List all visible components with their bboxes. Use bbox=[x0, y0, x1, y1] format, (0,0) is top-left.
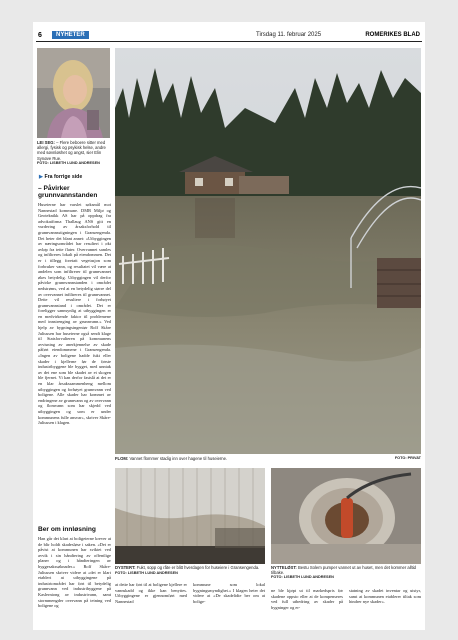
pump-credit: FOTO: LISBETH LUND ANDRESEN bbox=[271, 575, 334, 580]
left-column-body: Huseierne har varslet søksmål mot Nannestad kommune. DMR Miljø og Geoteknikk AS har på oppdrag fra advokatfirma Thallaug ANS gitt en vurdering av årsaksforhold til grunnvannsstigningen i Gransengenda. Det heter det blant annet: «Utbyggingen av næringsområdet har resultert i økt avløp fra tette flater. Overvannet samles og infiltreres lokalt på eiendommen. Det er i tillegg foretatt vegetasjon som forbruker vann, og resultatet vil være at andelen som infiltrerer til grunnvannet økes betydelig. Utbyggingen vil derfor påvirke grunnvannstanden i området nedstrøms, ved at en betydelig større del av overvannet infiltreres til grunnvannet. Dette vil resultere i forhøyet grunnvannstand i området. Det er foreligger sannsynlig at utbyggingen er en medvirkende faktor til problemene med innstrenging av grunnvann.» Ved hjelp av bygningsingeniør Rolf Skåre Juliussen har huseierne også sendt klage til Statsforvalteren på kommunens avvisning av anerkjennelse av skade påført eiendommene i Gransengenda. «Ingen av boligene hadde fukt eller skader i kjellerne før de første industribyggene ble bygget, med unntak av det ene som ble skadet av et skogen ble fjernet. Vi kan derfor fastslå at det er en klar årsakssammenheng mellom utbyggingen og forhøyet grunnvann ved boligene. Alle skader har kommet av endringene av grunnvann og av overvann og flomvann som har skjedd ved utbyggingen og som er under kommunens fulle ansvar», skriver Skåre-Juliussen i klagen. bbox=[38, 202, 111, 426]
flood-photo bbox=[115, 48, 421, 454]
bottom-text-col-1: at dette har ført til at boligene kjellere er vannskadd og ikke kan benyttes. Utbyggingene er gjennomført med Nannestad bbox=[115, 582, 187, 604]
page-header bbox=[36, 30, 422, 42]
bottom-text-col-3: ne ble kjøpt ut til markedspris før skadene oppsto eller at de kompenseres ved full utbedring av skader på bygninger og er- bbox=[271, 588, 343, 610]
pump-photo bbox=[271, 468, 421, 564]
subheading-redemption: Ber om innløsning bbox=[38, 526, 96, 533]
portrait-caption: LEI SEG: – Flere beboere sitter med allergi, fysisk og psykisk helse, andre med søvnløshet og angst, sier Elin Synøve Rue. FOTO: LISBETH LUND ANDRESEN bbox=[37, 140, 111, 168]
subheading-groundwater: – Påvirker grunnvannstanden bbox=[38, 185, 98, 200]
wall-damage-photo bbox=[115, 468, 265, 564]
page-number: 6 bbox=[38, 32, 42, 39]
bottom-text-col-4: statning av skadet inventar og utstyr, samt at kommunen etablerer tiltak som hindrer nye skader». bbox=[349, 588, 421, 605]
issue-date: Tirsdag 11. februar 2025 bbox=[256, 32, 322, 38]
section-label: NYHETER bbox=[52, 31, 89, 39]
wall-damage-credit: FOTO: LISBETH LUND ANDRESEN bbox=[115, 571, 178, 576]
flood-photo-caption: FLOM: Vannet flommer stadig inn over hagene til huseierne. FOTO: PRIVAT bbox=[115, 456, 421, 461]
arrow-right-icon: ▶ bbox=[39, 174, 45, 180]
portrait-photo bbox=[37, 48, 110, 138]
pump-caption: NYTTELØST: Bestu Solem pumper vannet ut av huset, men det kommer alltid tilbake. FOTO: LISBETH LUND ANDRESEN bbox=[271, 565, 421, 587]
portrait-credit: FOTO: LISBETH LUND ANDRESEN bbox=[37, 160, 100, 165]
bottom-text-col-2: kommune som lokal bygningsmyndighet.» I klagen heter det videre at «De skadelidte ber om at bolige- bbox=[193, 582, 265, 604]
continued-link[interactable]: ▶ Fra forrige side bbox=[39, 174, 83, 180]
newspaper-page bbox=[33, 22, 425, 630]
left-column-body-2: Han går det klart at boligeierne krever at de blir holdt skadesløse i saken. «Det er påvist at kommunen har sviktet ved avvik i sin håndtering av offentlige planer og i håndteringen av byggesakssøknader.» Rolf Skåre-Juliussen skriver videre at «det er klart etablert at utbyggingene på industriområdet har ført til betydelig grunnvann ved industribyggene på Kaslerniong av industrivann, samt stormmengder overvann på tetning ved boligene og bbox=[38, 536, 111, 609]
flood-photo-credit: FOTO: PRIVAT bbox=[394, 456, 421, 460]
wall-damage-caption: DYSTERT: Fukt, sopp og råte er blitt hverdagen for huseiere i Gransengenda. FOTO: LISBETH LUND ANDRESEN bbox=[115, 565, 260, 576]
newspaper-name: ROMERIKES BLAD bbox=[365, 32, 420, 38]
